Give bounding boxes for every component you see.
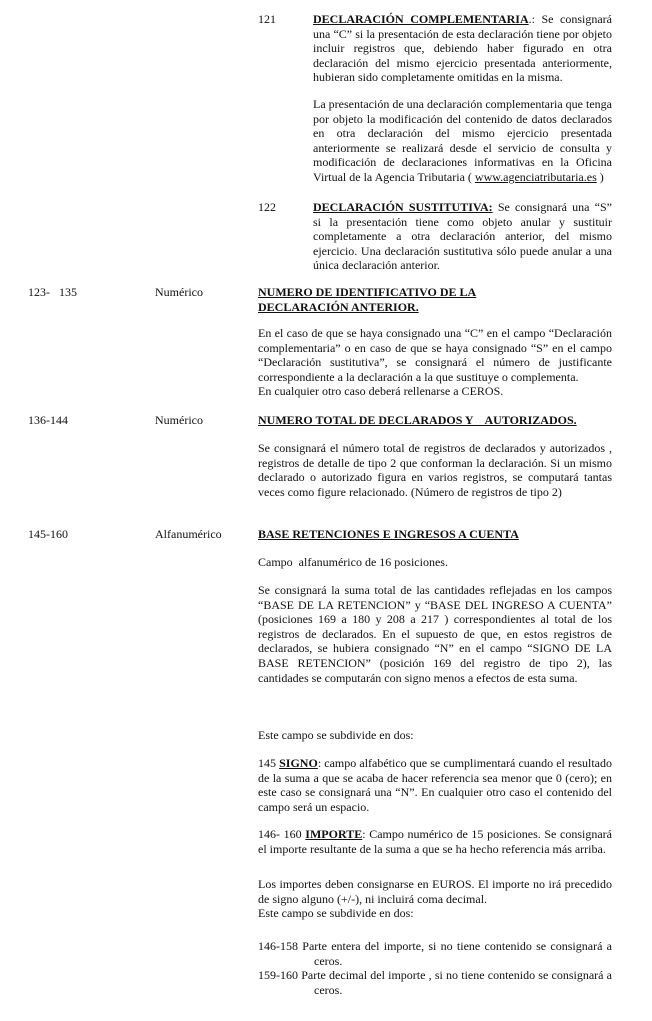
subdivision-entera: 146-158 Parte entera del importe, si no tiene contenido se consignará a ceros.	[258, 939, 612, 968]
field-122-title: DECLARACIÓN SUSTITUTIVA:	[313, 200, 493, 214]
field-121-note: La presentación de una declaración complementaria que tenga por objeto la modificación del contenido de datos declarados en otra declaración del mismo ejercicio presentada anteriormente se realizará desde el servicio de consulta y modificación de declaraciones informativas en la Oficina Virtual de la Agencia Tributaria ( www.agenciatributaria.es )	[313, 97, 612, 184]
field-121-title: DECLARACIÓN COMPLEMENTARIA	[313, 12, 529, 26]
importe-title: IMPORTE	[305, 827, 363, 841]
field-type-136: Numérico	[155, 413, 203, 427]
field-position-122: 122	[258, 200, 276, 214]
signo-description: 145 SIGNO: campo alfabético que se cumplimentará cuando el resultado de la suma a que se acaba de hacer referencia sea menor que 0 (cero); en este caso se consignará una “N”. En cualquier otro caso el contenido del campo será un espacio.	[258, 756, 612, 814]
field-122-description: DECLARACIÓN SUSTITUTIVA: Se consignará una “S” si la presentación tiene como objeto anular y sustituir completamente a otra declaración anterior, del mismo ejercicio. Una declaración sustitutiva sólo puede anular a una única declaración anterior.	[313, 200, 612, 273]
field-position-123: 123- 135	[28, 285, 77, 299]
field-position-145: 145-160	[28, 527, 68, 541]
agencia-tributaria-link[interactable]: www.agenciatributaria.es	[474, 169, 597, 184]
importe-euros-note: Los importes deben consignarse en EUROS. El importe no irá precedido de signo alguno (+/-), ni incluirá coma decimal. Este campo se subdivide en dos:	[258, 877, 612, 921]
importe-subdivisions	[258, 939, 612, 997]
field-position-121: 121	[258, 12, 276, 26]
importe-description: 146- 160 IMPORTE: Campo numérico de 15 posiciones. Se consignará el importe resultante de la suma a que se ha hecho referencia más arriba.	[258, 827, 613, 856]
field-position-136: 136-144	[28, 413, 68, 427]
field-121-description: DECLARACIÓN COMPLEMENTARIA.: Se consignará una “C” si la presentación de esta declaración tiene por objeto incluir registros que, debiendo haber figurado en otra declaración del mismo ejercicio presentada anteriormente, hubieran sido completamente omitidas en la misma.	[313, 12, 612, 85]
field-145-description: Se consignará la suma total de las cantidades reflejadas en los campos “BASE DE LA RETENCION” y “BASE DEL INGRESO A CUENTA” (posiciones 169 a 180 y 208 a 217 ) correspondientes al total de los registros de declarados. En el supuesto de que, en estos registros de declarados, se hubiera consignado “N” en el campo “SIGNO DE LA BASE RETENCION” (posición 169 del registro de tipo 2), las cantidades se computarán con signo menos a efectos de esta suma.	[258, 583, 612, 685]
field-136-description: Se consignará el número total de registros de declarados y autorizados , registros de detalle de tipo 2 que conforman la declaración. Si un mismo declarado o autorizado figura en varios registros, se computará tantas veces como figure relacionado. (Número de registros de tipo 2)	[258, 441, 612, 499]
signo-title: SIGNO	[279, 756, 318, 770]
field-123-description: En el caso de que se haya consignado una “C” en el campo “Declaración complementaria” o en caso de que se haya consignado “S” en el campo “Declaración sustitutiva”, se consignará el número de justificante correspondiente a la declaración a la que sustituye o complementa. En cualquier otro caso deberá rellenarse a CEROS.	[258, 326, 612, 399]
subdivision-decimal: 159-160 Parte decimal del importe , si no tiene contenido se consignará a ceros.	[258, 968, 612, 997]
field-145-title: BASE RETENCIONES E INGRESOS A CUENTA	[258, 527, 519, 541]
field-145-length: Campo alfanumérico de 16 posiciones.	[258, 555, 448, 569]
field-type-123: Numérico	[155, 285, 203, 299]
field-123-title: NUMERO DE IDENTIFICATIVO DE LA DECLARACIÓN ANTERIOR.	[258, 285, 477, 314]
field-145-subdivide: Este campo se subdivide en dos:	[258, 728, 414, 742]
field-type-145: Alfanumérico	[155, 527, 222, 541]
field-136-title: NUMERO TOTAL DE DECLARADOS Y AUTORIZADOS.	[258, 413, 577, 427]
